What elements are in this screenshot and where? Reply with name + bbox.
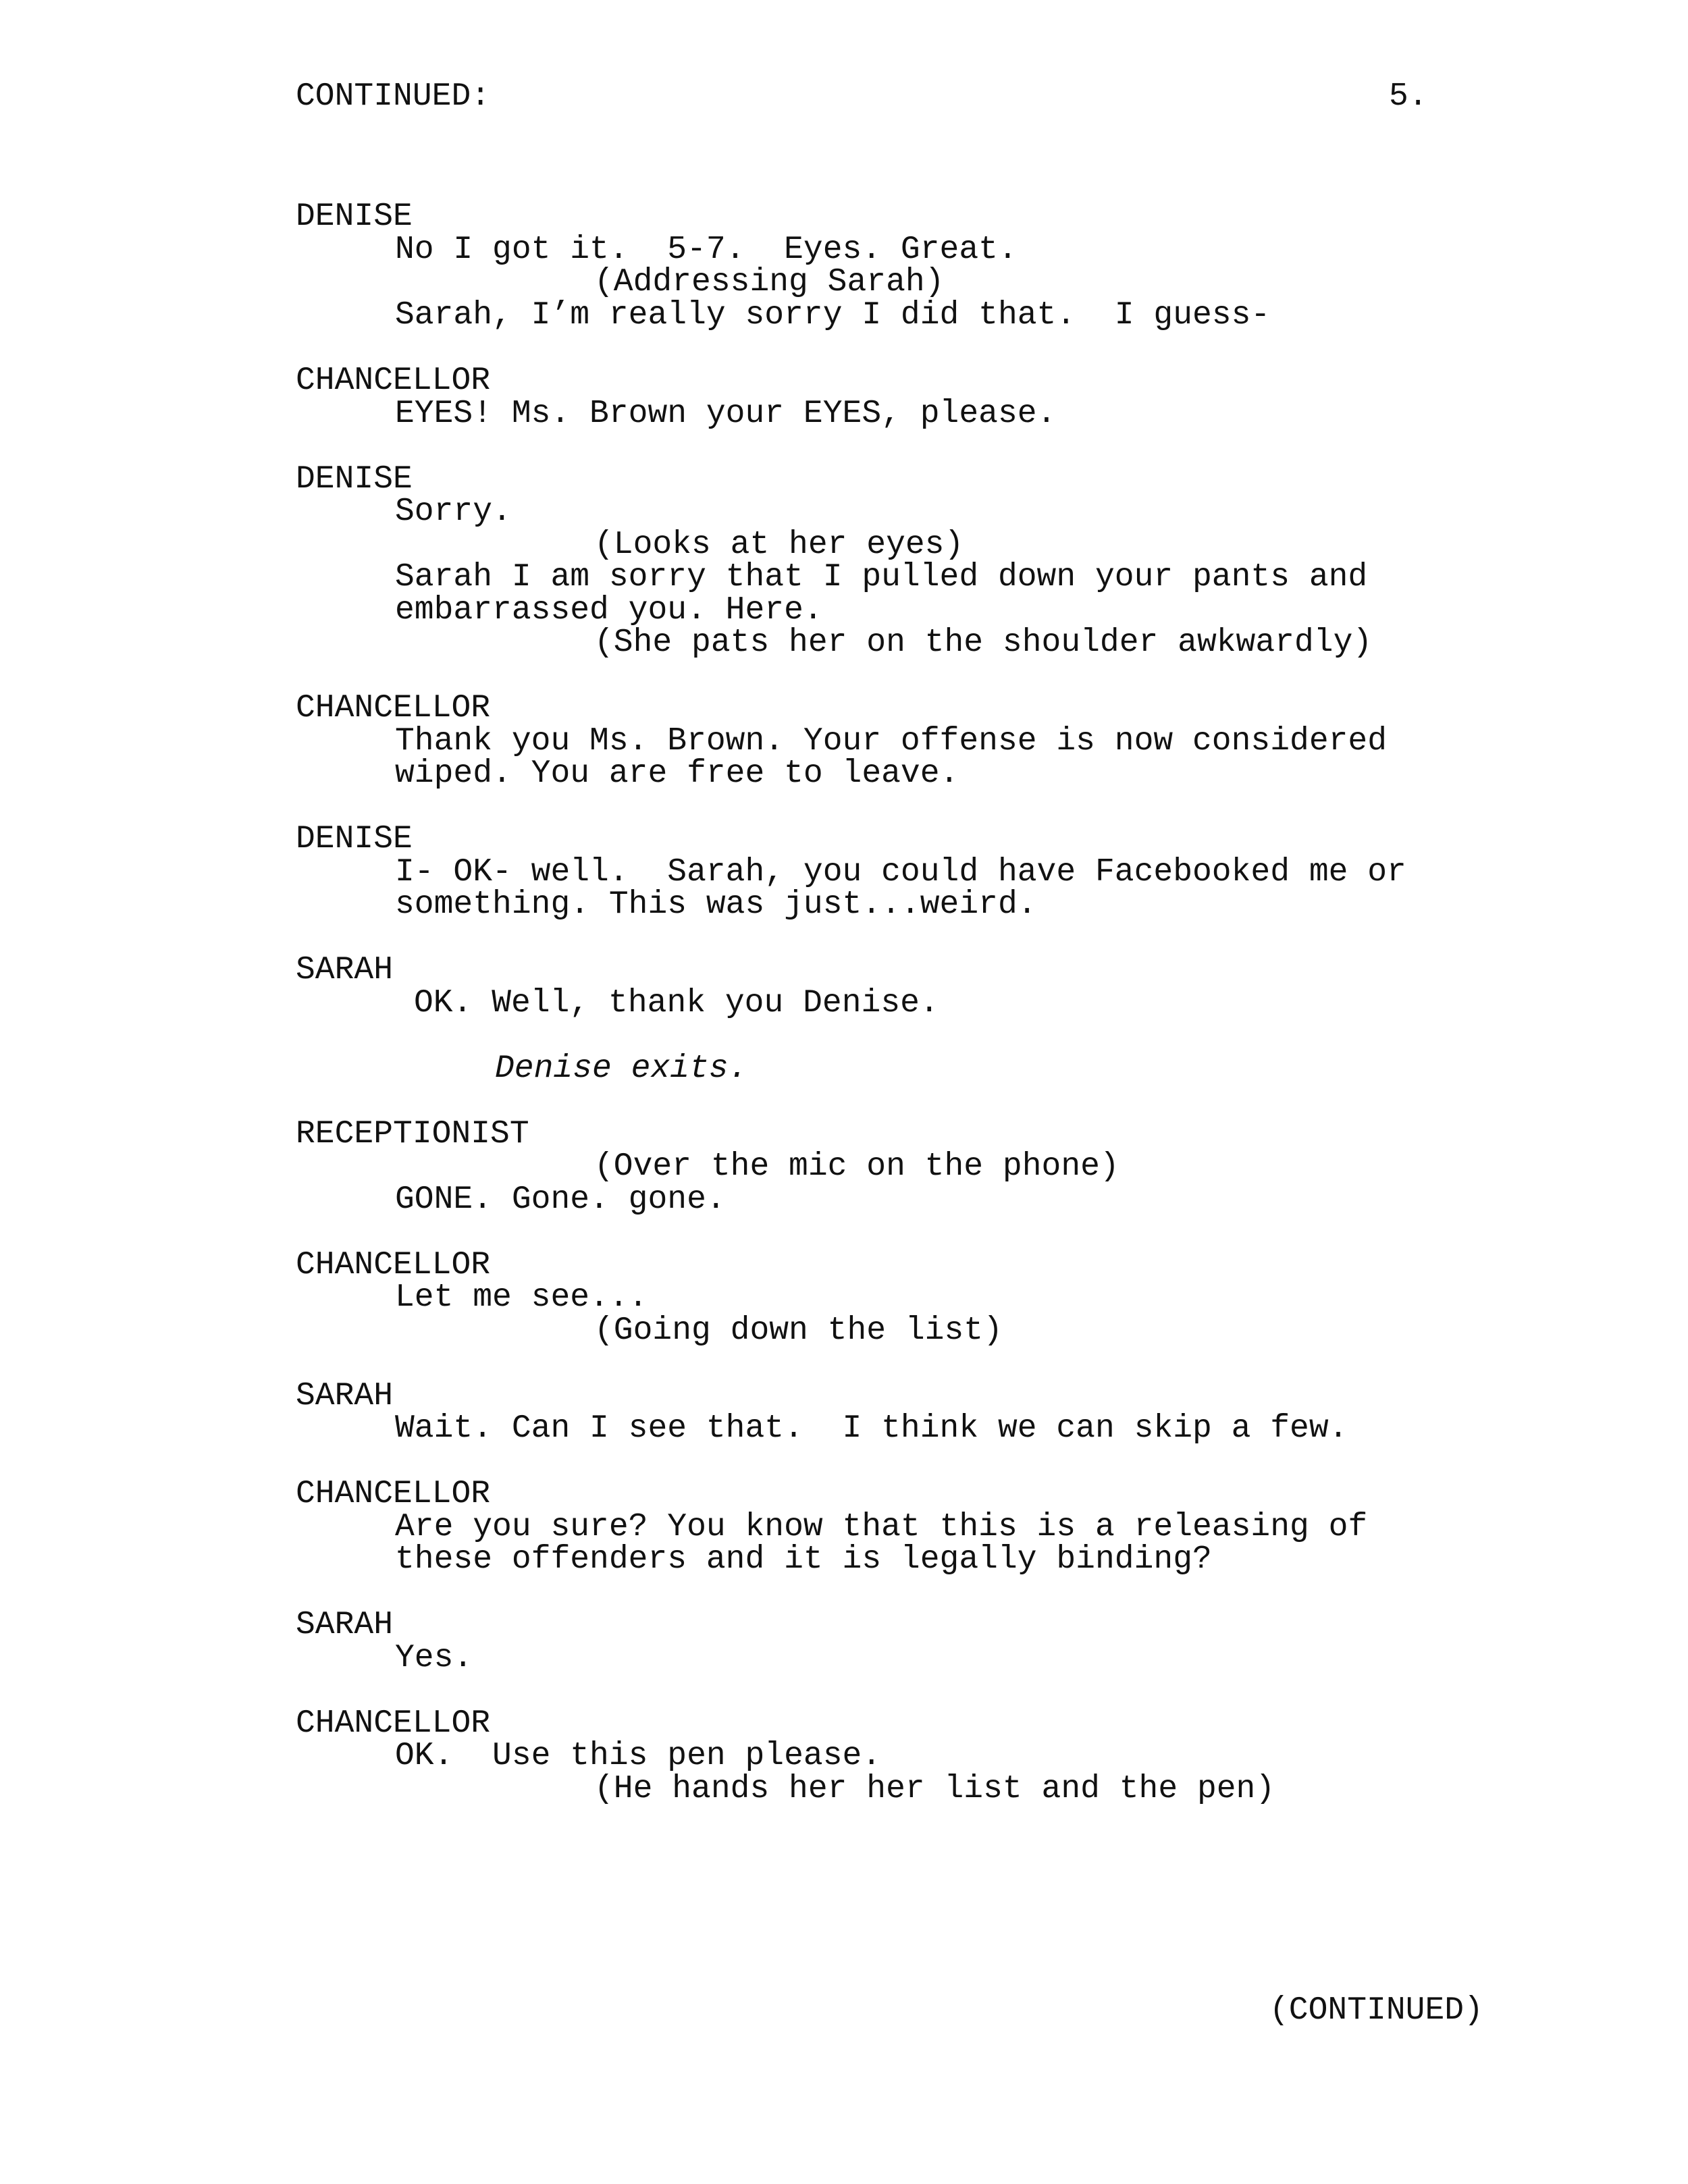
dialogue-line: Sarah, I’m really sorry I did that. I guess-	[395, 297, 1271, 334]
dialogue-line: Wait. Can I see that. I think we can skip a few.	[395, 1410, 1348, 1447]
parenthetical-line: (Over the mic on the phone)	[594, 1148, 1119, 1185]
character-name: DENISE	[296, 821, 413, 857]
parenthetical-line: (She pats her on the shoulder awkwardly)	[594, 624, 1373, 661]
character-name: SARAH	[296, 952, 394, 988]
parenthetical-line: (He hands her her list and the pen)	[594, 1771, 1275, 1807]
dialogue-line: Sorry.	[395, 494, 512, 530]
character-name: CHANCELLOR	[296, 363, 491, 399]
footer-continued: (CONTINUED)	[1269, 1992, 1483, 2029]
dialogue-line: something. This was just...weird.	[395, 886, 1037, 923]
dialogue-line: Yes.	[395, 1640, 473, 1676]
dialogue-line: OK. Well, thank you Denise.	[414, 985, 939, 1021]
parenthetical-line: (Looks at her eyes)	[594, 527, 964, 563]
dialogue-line: I- OK- well. Sarah, you could have Facebooked me or	[395, 854, 1406, 890]
dialogue-line: Thank you Ms. Brown. Your offense is now considered	[395, 723, 1388, 760]
header-continued: CONTINUED:	[296, 78, 491, 115]
character-name: CHANCELLOR	[296, 690, 491, 726]
parenthetical-line: (Addressing Sarah)	[594, 264, 945, 300]
dialogue-line: Sarah I am sorry that I pulled down your pants and	[395, 559, 1368, 595]
dialogue-line: No I got it. 5-7. Eyes. Great.	[395, 232, 1018, 268]
character-name: RECEPTIONIST	[296, 1116, 529, 1152]
dialogue-line: these offenders and it is legally binding?	[395, 1541, 1212, 1578]
dialogue-line: GONE. Gone. gone.	[395, 1181, 726, 1218]
page-number: 5.	[1389, 78, 1428, 115]
character-name: CHANCELLOR	[296, 1476, 491, 1512]
dialogue-line: Are you sure? You know that this is a releasing of	[395, 1509, 1368, 1545]
dialogue-line: Let me see...	[395, 1279, 648, 1316]
character-name: SARAH	[296, 1607, 394, 1643]
character-name: CHANCELLOR	[296, 1247, 491, 1283]
action-line: Denise exits.	[495, 1050, 748, 1087]
character-name: SARAH	[296, 1378, 394, 1414]
character-name: DENISE	[296, 461, 413, 498]
dialogue-line: embarrassed you. Here.	[395, 592, 823, 629]
dialogue-line: OK. Use this pen please.	[395, 1738, 882, 1774]
character-name: CHANCELLOR	[296, 1705, 491, 1742]
dialogue-line: wiped. You are free to leave.	[395, 755, 959, 792]
dialogue-line: EYES! Ms. Brown your EYES, please.	[395, 396, 1057, 432]
character-name: DENISE	[296, 198, 413, 235]
parenthetical-line: (Going down the list)	[594, 1312, 1003, 1349]
